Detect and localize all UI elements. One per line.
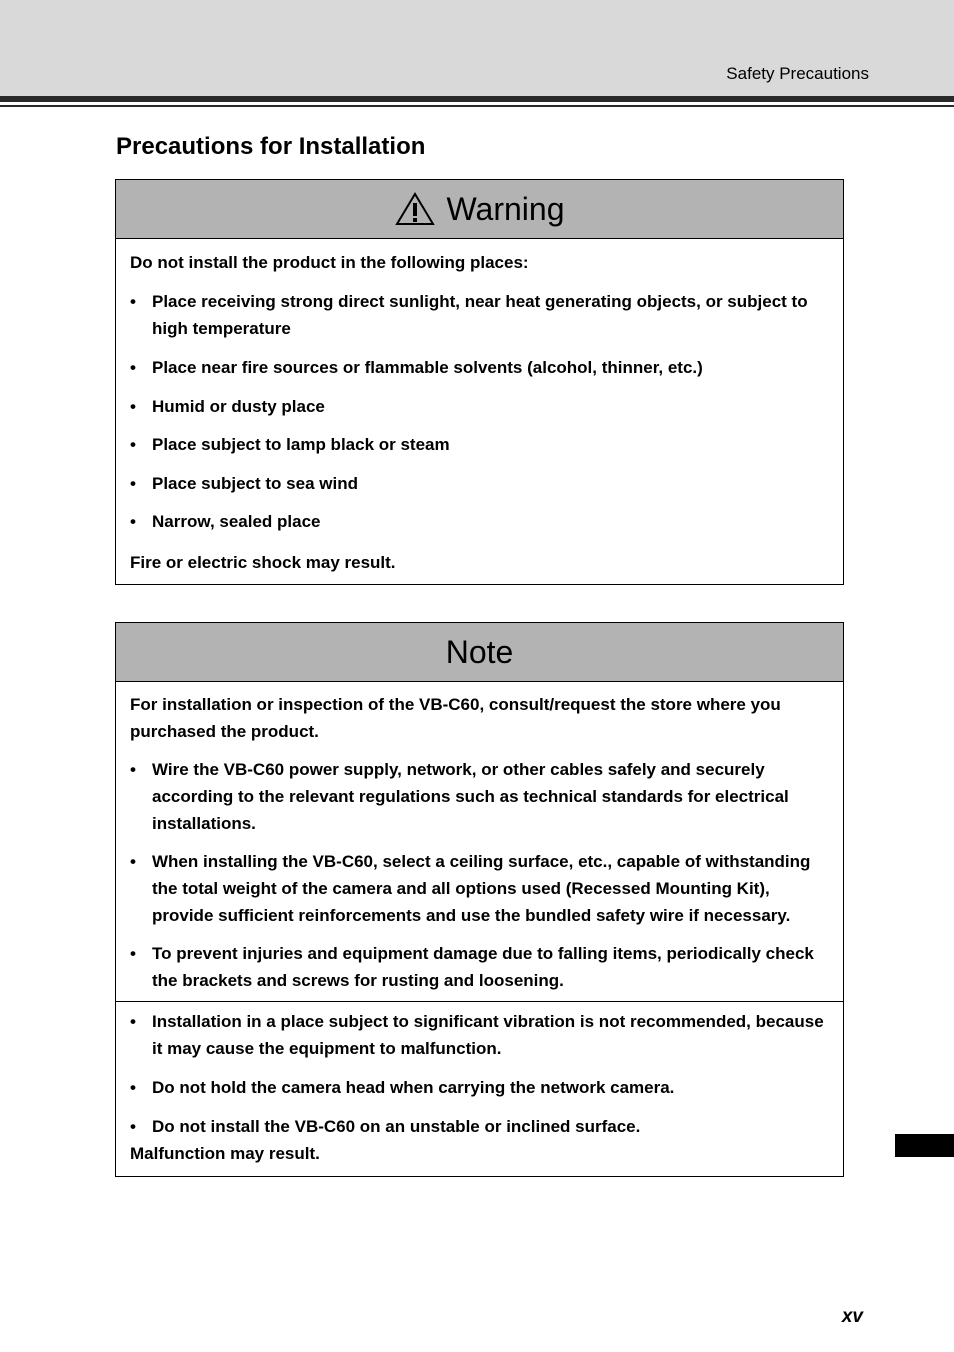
- note-title: Note: [445, 633, 514, 670]
- note-item: • To prevent injuries and equipment damage due to falling items, periodically check the brackets and screws for rusting and loosening.: [130, 940, 829, 994]
- note-item: • Do not hold the camera head when carrying the network camera.: [130, 1074, 829, 1101]
- warning-item: • Humid or dusty place: [130, 393, 829, 420]
- warning-triangle-icon: [395, 192, 435, 226]
- warning-title: Warning: [446, 190, 565, 227]
- note-result: Malfunction may result.: [130, 1144, 320, 1163]
- note-item: • Do not install the VB-C60 on an unstable or inclined surface.: [130, 1113, 829, 1140]
- note-intro: For installation or inspection of the VB-C60, consult/request the store where you purchased the product.: [130, 695, 781, 741]
- chapter-tab-marker: [895, 1134, 954, 1157]
- header-rule-thick: [0, 96, 954, 102]
- note-item: • When installing the VB-C60, select a ceiling surface, etc., capable of withstanding the total weight of the camera and all options used (Recessed Mounting Kit), provide sufficient reinforcements and use the bundled safety wire if necessary.: [130, 848, 829, 929]
- note-box: [115, 622, 844, 1177]
- note-item: • Wire the VB-C60 power supply, network, or other cables safely and securely according to the relevant regulations such as technical standards for electrical installations.: [130, 756, 829, 837]
- warning-item: • Place near fire sources or flammable solvents (alcohol, thinner, etc.): [130, 354, 829, 381]
- header-rule-thin: [0, 105, 954, 107]
- warning-item: • Narrow, sealed place: [130, 508, 829, 535]
- note-header: [116, 623, 843, 682]
- warning-item: • Place subject to sea wind: [130, 470, 829, 497]
- warning-result: Fire or electric shock may result.: [130, 553, 396, 572]
- page-title: Precautions for Installation: [116, 133, 426, 160]
- warning-header: [116, 180, 843, 239]
- warning-box: [115, 179, 844, 585]
- warning-intro: Do not install the product in the following places:: [130, 253, 529, 272]
- warning-item: • Place receiving strong direct sunlight, near heat generating objects, or subject to high temperature: [130, 288, 829, 342]
- note-item: • Installation in a place subject to significant vibration is not recommended, because it may cause the equipment to malfunction.: [130, 1008, 829, 1062]
- note-divider: [116, 1001, 843, 1002]
- running-header: Safety Precautions: [726, 64, 869, 83]
- page-number: xv: [841, 1306, 863, 1327]
- warning-item: • Place subject to lamp black or steam: [130, 431, 829, 458]
